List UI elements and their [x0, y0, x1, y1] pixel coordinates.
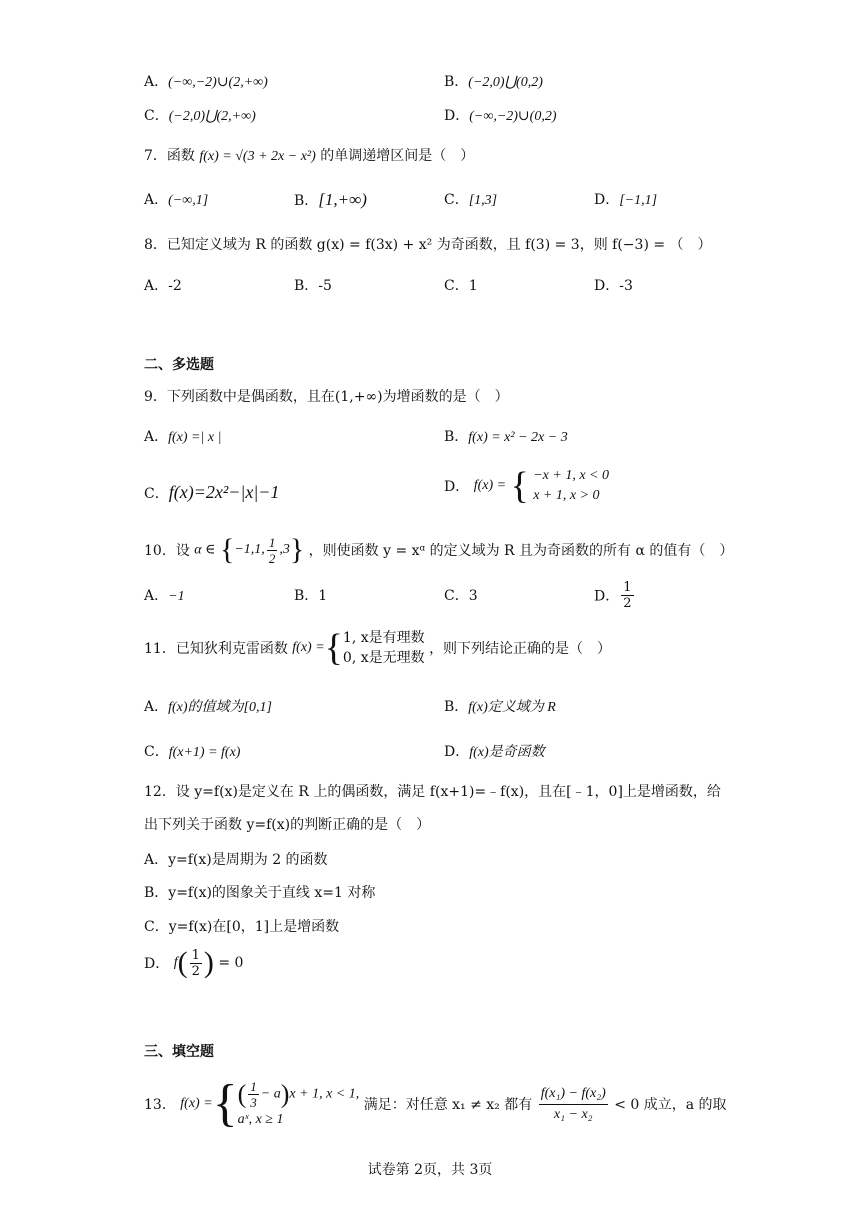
option-text: -2: [168, 278, 182, 294]
denominator: x₁ − x₂: [553, 1106, 593, 1122]
numerator: 1: [191, 947, 200, 963]
option-text: f(x+1) = f(x): [168, 745, 241, 760]
numerator: f(x₁) − f(x₂): [539, 1084, 608, 1105]
left-brace-icon: {: [510, 465, 529, 507]
q12-stem-line2: 出下列关于函数 y=f(x)的判断正确的是（ ）: [144, 817, 431, 833]
difference-quotient: [539, 1084, 608, 1125]
option-text: (−∞,1]: [168, 193, 209, 208]
left-brace-icon: {: [324, 627, 343, 669]
option-label: C．: [144, 108, 169, 124]
case-1: 1, x是有理数: [342, 630, 425, 646]
q13-condition: 满足：对任意 x₁ ≠ x₂ 都有: [363, 1097, 533, 1113]
q6-option-b: [444, 72, 543, 93]
piecewise-prefix: f(x) =: [473, 478, 507, 493]
option-label: C．: [444, 278, 469, 294]
q7-stem-end: 的单调递增区间是（ ）: [320, 148, 475, 164]
q7-option-d: [594, 190, 657, 211]
option-text: -3: [619, 278, 633, 294]
q8-stem: 8．已知定义域为 R 的函数 g(x) = f(3x) + x² 为奇函数，且 f(3) = 3，则 f(−3) = （ ）: [144, 237, 712, 253]
right-paren-icon: ): [280, 1079, 290, 1108]
q10-stem-end: ，则使函数 y = xᵅ 的定义域为 R 且为奇函数的所有 α 的值有（ ）: [308, 543, 734, 559]
q9-option-c: [144, 482, 279, 504]
option-label: B．: [444, 699, 469, 715]
q11-option-d: [444, 742, 545, 763]
left-brace-icon: {: [212, 1075, 238, 1132]
numerator: 1: [268, 534, 276, 550]
case-1-fraction: [248, 1079, 259, 1110]
denominator: 2: [191, 963, 200, 979]
q9-option-a: [144, 427, 221, 448]
option-label: A．: [144, 74, 169, 90]
q9-option-d: [444, 466, 609, 506]
case-1-minus-a: − a: [260, 1086, 281, 1101]
option-label: D．: [144, 956, 170, 972]
q9-option-b: [444, 427, 568, 448]
option-label: B．: [444, 429, 469, 445]
q7-stem-start: 7．函数: [144, 148, 195, 164]
q12-stem-line1: 12．设 y=f(x)是定义在 R 上的偶函数，满足 f(x+1)=﹣f(x)，且在[﹣1，0]上是增函数，给: [144, 784, 721, 800]
q12-option-a: A．y=f(x)是周期为 2 的函数: [144, 852, 328, 868]
section-title-fill-in: 三、填空题: [144, 1044, 214, 1060]
option-label: D．: [444, 479, 470, 495]
set-values: −1,1,: [234, 542, 265, 557]
option-label: A．: [144, 588, 169, 604]
option-label: C．: [444, 192, 469, 208]
option-label: D．: [444, 108, 470, 124]
q11-option-c: [144, 742, 240, 763]
q11-option-b: [444, 697, 556, 718]
q10-stem: [144, 533, 733, 567]
option-label: B．: [294, 588, 319, 604]
option-label: C．: [144, 486, 169, 502]
q7-expression: f(x) = √(3 + 2x − x²): [199, 149, 316, 164]
set-values-end: ,3: [279, 542, 290, 557]
option-text: (−2,0)⋃(0,2): [468, 75, 543, 90]
option-label: D．: [594, 588, 620, 605]
option-label: A．: [144, 278, 169, 294]
option-text: f(x) = x² − 2x − 3: [468, 430, 568, 445]
option-label: C．: [444, 588, 469, 604]
option-text: -5: [318, 278, 332, 294]
option-text: (−∞,−2)∪(0,2): [469, 109, 557, 124]
option-text: f(x) =| x |: [168, 430, 222, 445]
function-name: f(x) =: [292, 640, 325, 655]
q8-option-c: [444, 276, 478, 296]
case-1: −x + 1, x < 0: [533, 468, 609, 483]
option-label: C．: [144, 744, 169, 760]
page-footer: 试卷第 2页，共 3页: [367, 1162, 493, 1178]
q7-option-c: [444, 190, 497, 211]
option-label: D．: [594, 278, 620, 294]
option-label: B．: [444, 74, 469, 90]
q8-option-d: [594, 276, 633, 296]
option-label: A．: [144, 192, 169, 208]
case-2: x + 1, x > 0: [533, 488, 600, 503]
option-text: 1: [468, 278, 478, 294]
q7-stem: [144, 146, 474, 167]
option-text: (−2,0)⋃(2,+∞): [168, 109, 256, 124]
piecewise-cases: [533, 466, 609, 506]
q13-stem: [144, 1075, 727, 1132]
case-2: aˣ, x ≥ 1: [237, 1111, 284, 1127]
section-title-multi-choice: 二、多选题: [144, 357, 214, 373]
denominator: 2: [268, 550, 276, 566]
option-label: D．: [594, 192, 620, 208]
option-text: [1,3]: [468, 193, 498, 208]
option-text: 3: [468, 588, 478, 604]
option-text: [1,+∞): [318, 190, 367, 209]
q10-option-a: [144, 586, 185, 607]
option-text: [−1,1]: [619, 193, 658, 208]
left-brace-icon: {: [219, 533, 235, 566]
numerator: 1: [250, 1078, 257, 1094]
left-paren-icon: (: [177, 946, 188, 979]
set-fraction: [267, 535, 278, 566]
right-brace-icon: }: [289, 533, 305, 566]
denominator: 2: [623, 596, 632, 611]
q9-stem: 9．下列函数中是偶函数，且在(1,+∞)为增函数的是（ ）: [144, 389, 509, 405]
q6-option-a: [144, 72, 268, 93]
q12-option-b: B．y=f(x)的图象关于直线 x=1 对称: [144, 885, 376, 901]
left-paren-icon: (: [237, 1079, 247, 1108]
option-text: 1: [318, 588, 328, 604]
option-text: f(x)的值域为[0,1]: [168, 700, 272, 715]
function-name: f: [173, 955, 178, 970]
q8-option-b: [294, 276, 332, 296]
q11-stem: [144, 628, 611, 668]
q7-option-b: [294, 190, 367, 211]
q12-option-d: [144, 946, 243, 980]
question-number: 13．: [144, 1097, 176, 1113]
q7-option-a: [144, 190, 208, 211]
option-fraction: [621, 580, 633, 611]
q6-option-d: [444, 106, 557, 127]
option-text: f(x)是奇函数: [469, 745, 545, 760]
function-name: f(x) =: [180, 1096, 213, 1111]
q10-option-c: [444, 586, 478, 606]
piecewise-cases: [343, 628, 425, 668]
piecewise-cases: [238, 1079, 360, 1130]
numerator: 1: [623, 580, 632, 595]
q13-stem-end: < 0 成立，a 的取: [614, 1097, 727, 1113]
option-text: f(x)=2x²−|x|−1: [168, 482, 280, 502]
option-label: B．: [294, 278, 319, 294]
case-1: [238, 1079, 360, 1110]
case-2: 0, x是无理数: [342, 650, 425, 666]
q11-stem-end: ，则下列结论正确的是（ ）: [429, 641, 612, 657]
denominator: 3: [250, 1094, 257, 1110]
option-label: D．: [444, 744, 470, 760]
equation-rhs: = 0: [218, 955, 244, 971]
q10-option-b: [294, 586, 327, 606]
argument-fraction: [190, 948, 202, 979]
q11-option-a: [144, 697, 272, 718]
q10-option-d: [594, 580, 636, 611]
q12-option-c: C．y=f(x)在[0，1]上是增函数: [144, 919, 340, 935]
option-label: A．: [144, 429, 169, 445]
q6-option-c: [144, 106, 256, 127]
q10-stem-start: 10．设: [144, 543, 190, 559]
option-label: A．: [144, 699, 169, 715]
q11-stem-start: 11．已知狄利克雷函数: [144, 641, 288, 657]
option-text: (−∞,−2)∪(2,+∞): [168, 75, 268, 90]
option-text: −1: [168, 589, 185, 604]
q8-option-a: [144, 276, 182, 296]
option-text: f(x)定义域为 R: [468, 700, 556, 715]
case-1-rest: x + 1, x < 1,: [289, 1086, 360, 1101]
right-paren-icon: ): [203, 946, 214, 979]
option-label: B．: [294, 193, 319, 209]
set-prefix: α ∈: [194, 542, 216, 558]
